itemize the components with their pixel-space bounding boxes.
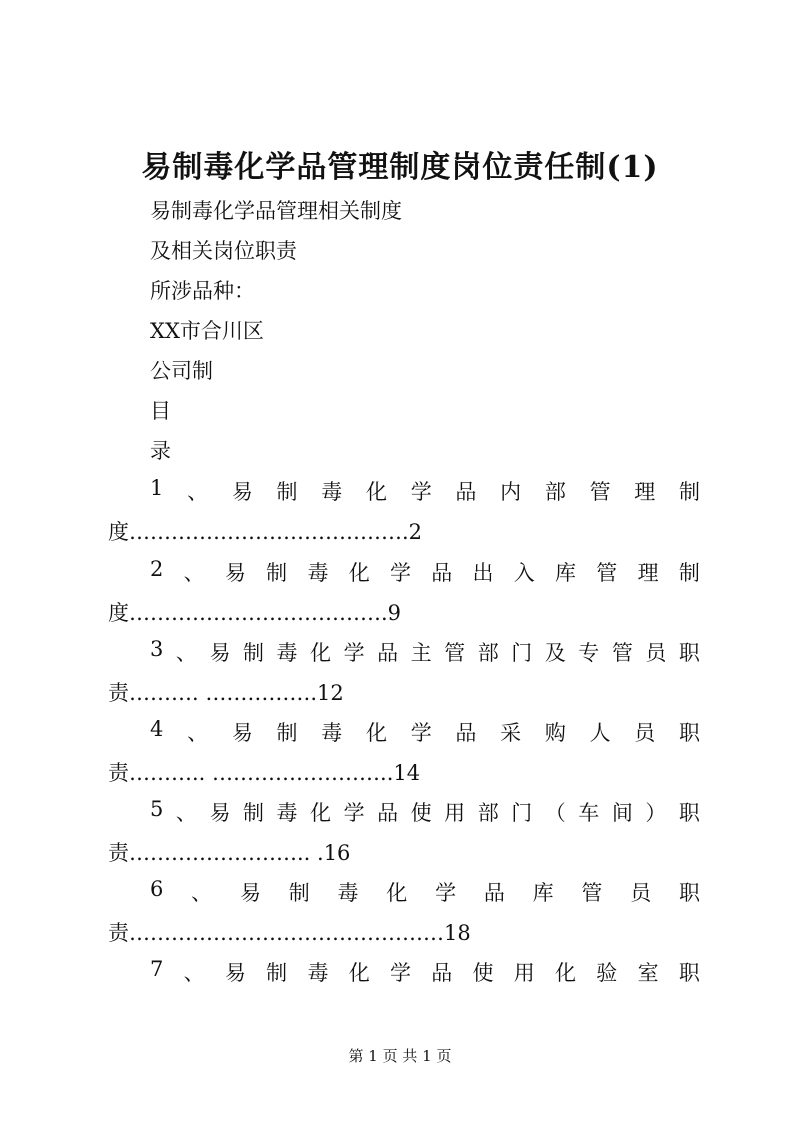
toc-entry-char: 化: [365, 721, 387, 745]
toc-entry-char: 制: [266, 561, 288, 585]
toc-entry-char: 学: [435, 881, 457, 905]
toc-entry-char: 制: [679, 480, 700, 504]
toc-entry-char: 5: [150, 797, 164, 821]
intro-line: 所涉品种：: [150, 279, 255, 303]
toc-entry-char: 化: [348, 561, 370, 585]
toc-entry-char: 制: [288, 881, 310, 905]
toc-entry-char: 制: [276, 480, 298, 504]
toc-entry-char: 人: [589, 721, 611, 745]
toc-entry-char: 用: [513, 961, 535, 985]
toc-entry-char: 、: [183, 961, 205, 985]
toc-entry-char: 3: [150, 637, 164, 661]
toc-entry-head: [150, 957, 700, 987]
toc-entry-char: 学: [410, 721, 432, 745]
toc-entry-char: （: [544, 801, 566, 825]
toc-entry-char: 毒: [321, 721, 343, 745]
toc-entry-char: 品: [483, 881, 505, 905]
toc-entry-char: 、: [175, 801, 197, 825]
toc-entry-char: 毒: [321, 480, 343, 504]
toc-entry-tail: 责……….. ……………………..14: [108, 761, 421, 785]
toc-entry-char: 4: [150, 717, 164, 741]
toc-heading-part: 目: [150, 399, 171, 423]
toc-entry-char: 使: [472, 961, 494, 985]
toc-entry-char: 间: [611, 801, 633, 825]
toc-entry-char: 易: [224, 561, 246, 585]
toc-entry-char: 内: [500, 480, 522, 504]
page-footer: 第 1 页 共 1 页: [348, 1047, 452, 1065]
toc-entry-head: [150, 637, 700, 667]
toc-entry-char: 品: [377, 801, 399, 825]
intro-line: 公司制: [150, 359, 213, 383]
toc-entry-tail: 度………………………………….2: [108, 520, 423, 544]
toc-entry-char: 化: [555, 961, 577, 985]
toc-entry-char: 品: [455, 721, 477, 745]
toc-entry-char: 毒: [276, 801, 298, 825]
toc-entry-char: 入: [513, 561, 535, 585]
toc-entry-char: 6: [150, 877, 164, 901]
toc-entry-char: 制: [242, 641, 264, 665]
toc-entry-char: 采: [500, 721, 522, 745]
toc-entry-char: ）: [645, 801, 667, 825]
toc-entry-char: 员: [645, 641, 667, 665]
toc-entry-char: 、: [187, 721, 209, 745]
toc-entry-char: 职: [678, 881, 700, 905]
toc-entry-char: 、: [191, 881, 213, 905]
toc-entry-char: 品: [431, 961, 453, 985]
toc-entry-char: 、: [183, 561, 205, 585]
toc-entry-char: 管: [444, 641, 466, 665]
toc-entry-char: 管: [589, 480, 611, 504]
toc-entry-char: 易: [209, 641, 231, 665]
toc-entry-char: 毒: [337, 881, 359, 905]
toc-entry-char: 用: [444, 801, 466, 825]
toc-entry-char: 使: [410, 801, 432, 825]
toc-entry-char: 学: [389, 961, 411, 985]
toc-entry-char: 职: [678, 801, 700, 825]
toc-entry-tail: 度……………………………….9: [108, 601, 402, 625]
toc-entry-char: 学: [389, 561, 411, 585]
toc-entry-char: 易: [231, 721, 253, 745]
toc-entry-char: 部: [544, 480, 566, 504]
toc-entry-char: 管: [596, 561, 618, 585]
toc-heading-part: 录: [150, 439, 171, 463]
toc-entry-char: 出: [472, 561, 494, 585]
toc-entry-char: 品: [377, 641, 399, 665]
toc-entry-head: [150, 797, 700, 827]
toc-entry-char: 主: [410, 641, 432, 665]
toc-entry-char: 易: [209, 801, 231, 825]
toc-entry-char: 毒: [307, 561, 329, 585]
toc-entry-char: 车: [578, 801, 600, 825]
toc-entry-char: 库: [532, 881, 554, 905]
intro-line: 易制毒化学品管理相关制度: [150, 199, 402, 223]
toc-entry-tail: 责………. …………….12: [108, 681, 344, 705]
toc-entry-char: 购: [544, 721, 566, 745]
toc-entry-char: 易: [239, 881, 261, 905]
toc-entry-char: 易: [231, 480, 253, 504]
toc-entry-char: 化: [310, 801, 332, 825]
toc-entry-char: 门: [511, 641, 533, 665]
document-title: 易制毒化学品管理制度岗位责任制(1): [141, 150, 659, 185]
toc-entry-char: 7: [150, 957, 164, 981]
toc-entry-head: [150, 557, 700, 587]
intro-line: 及相关岗位职责: [150, 239, 297, 263]
toc-entry-char: 验: [596, 961, 618, 985]
toc-entry-char: 库: [555, 561, 577, 585]
toc-entry-char: 制: [242, 801, 264, 825]
toc-entry-char: 学: [343, 801, 365, 825]
toc-entry-char: 理: [634, 480, 656, 504]
toc-entry-char: 管: [581, 881, 603, 905]
toc-entry-char: 制: [276, 721, 298, 745]
toc-entry-char: 易: [224, 961, 246, 985]
toc-entry-char: 职: [678, 641, 700, 665]
toc-entry-char: 制: [266, 961, 288, 985]
toc-entry-char: 部: [477, 801, 499, 825]
toc-entry-char: 化: [310, 641, 332, 665]
toc-entry-char: 理: [637, 561, 659, 585]
toc-entry-head: [150, 877, 700, 907]
toc-entry-char: 室: [637, 961, 659, 985]
toc-entry-char: 2: [150, 557, 164, 581]
toc-entry-char: 专: [578, 641, 600, 665]
toc-entry-char: 及: [544, 641, 566, 665]
toc-entry-char: 员: [634, 721, 656, 745]
toc-entry-tail: 责…………………….. .16: [108, 841, 351, 865]
toc-entry-char: 学: [343, 641, 365, 665]
toc-entry-char: 毒: [307, 961, 329, 985]
toc-entry-char: 学: [410, 480, 432, 504]
toc-entry-char: 员: [630, 881, 652, 905]
toc-entry-char: 职: [679, 721, 700, 745]
toc-entry-head: [150, 476, 700, 506]
toc-entry-char: 部: [477, 641, 499, 665]
toc-entry-char: 化: [386, 881, 408, 905]
toc-entry-char: 品: [455, 480, 477, 504]
toc-entry-char: 化: [348, 961, 370, 985]
toc-entry-char: 、: [175, 641, 197, 665]
toc-entry-head: [150, 717, 700, 747]
toc-entry-char: 制: [678, 561, 700, 585]
toc-entry-char: 、: [187, 480, 209, 504]
intro-line: XX市合川区: [150, 319, 264, 343]
toc-entry-char: 品: [431, 561, 453, 585]
toc-entry-tail: 责………………………………………18: [108, 921, 471, 945]
toc-entry-char: 门: [511, 801, 533, 825]
toc-entry-char: 毒: [276, 641, 298, 665]
toc-entry-char: 职: [678, 961, 700, 985]
toc-entry-char: 管: [611, 641, 633, 665]
toc-entry-char: 化: [365, 480, 387, 504]
toc-entry-char: 1: [150, 476, 164, 500]
